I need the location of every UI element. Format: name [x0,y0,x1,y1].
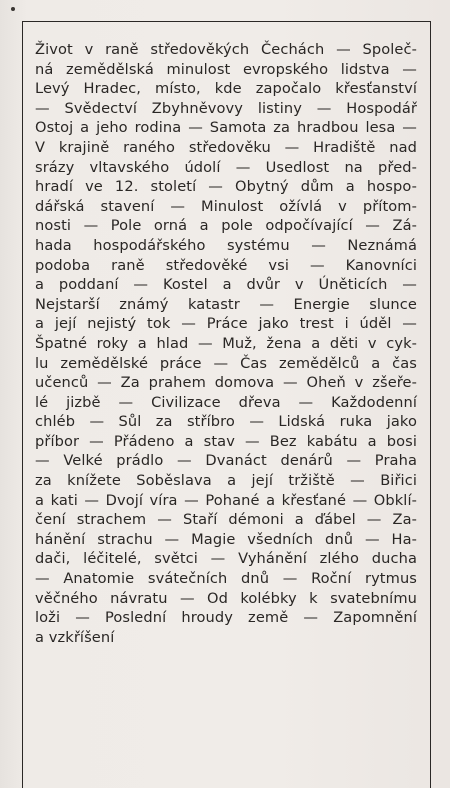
text-line: hada hospodářského systému — Neznámá [35,236,417,254]
text-line: Nejstarší známý katastr — Energie slunce [35,295,417,313]
text-line: příbor — Přádeno a stav — Bez kabátu a bosi [35,432,417,450]
text-line: — Svědectví Zbyhněvovy listiny — Hospodář [35,99,417,117]
text-line: lu zemědělské práce — Čas zemědělců a čas [35,354,417,372]
text-line: dářská stavení — Minulost ožívlá v přítom- [35,197,417,215]
text-line: ná zemědělská minulost evropského lidstva — [35,60,417,78]
contents-text-block [35,40,417,647]
text-line: hradí ve 12. století — Obytný dům a hospo- [35,178,417,196]
text-line: Špatné roky a hlad — Muž, žena a děti v cyk- [35,334,417,352]
text-line: Život v raně středověkých Čechách — Společ- [35,41,417,58]
text-line: V krajině raného středověku — Hradiště nad [35,138,417,156]
text-line: loži — Poslední hroudy země — Zapomnění [35,609,417,627]
text-line: za knížete Soběslava a její tržiště — Biřici [35,472,417,490]
text-line: — Velké prádlo — Dvanáct denárů — Praha [35,452,417,470]
text-line: lé jizbě — Civilizace dřeva — Každodenní [35,393,417,411]
text-line: chléb — Sůl za stříbro — Lidská ruka jako [35,413,417,431]
text-line: podoba raně středověké vsi — Kanovníci [35,256,417,274]
ink-dot [11,7,15,11]
text-line: a její nejistý tok — Práce jako trest i úděl — [35,315,417,333]
text-line: nosti — Pole orná a pole odpočívající — Zá- [35,217,417,235]
text-line: hánění strachu — Magie všedních dnů — Ha- [35,530,417,548]
text-line: Levý Hradec, místo, kde započalo křesťanství [35,80,417,98]
text-line: učenců — Za prahem domova — Oheň v zšeře- [35,374,417,392]
text-line: věčného návratu — Od kolébky k svatebnímu [35,589,417,607]
text-line: dači, léčitelé, světci — Vyhánění zlého ducha [35,550,417,568]
text-line: Ostoj a jeho rodina — Samota za hradbou lesa — [35,119,417,137]
text-line: — Anatomie svátečních dnů — Roční rytmus [35,570,417,588]
text-line: a poddaní — Kostel a dvůr v Úněticích — [35,276,417,294]
text-line-last: a vzkříšení [35,628,115,646]
text-line: srázy vltavského údolí — Usedlost na před- [35,158,417,176]
text-line: a kati — Dvojí víra — Pohané a křesťané — Obklí- [35,491,417,509]
text-line: čení strachem — Staří démoni a ďábel — Za- [35,511,417,529]
